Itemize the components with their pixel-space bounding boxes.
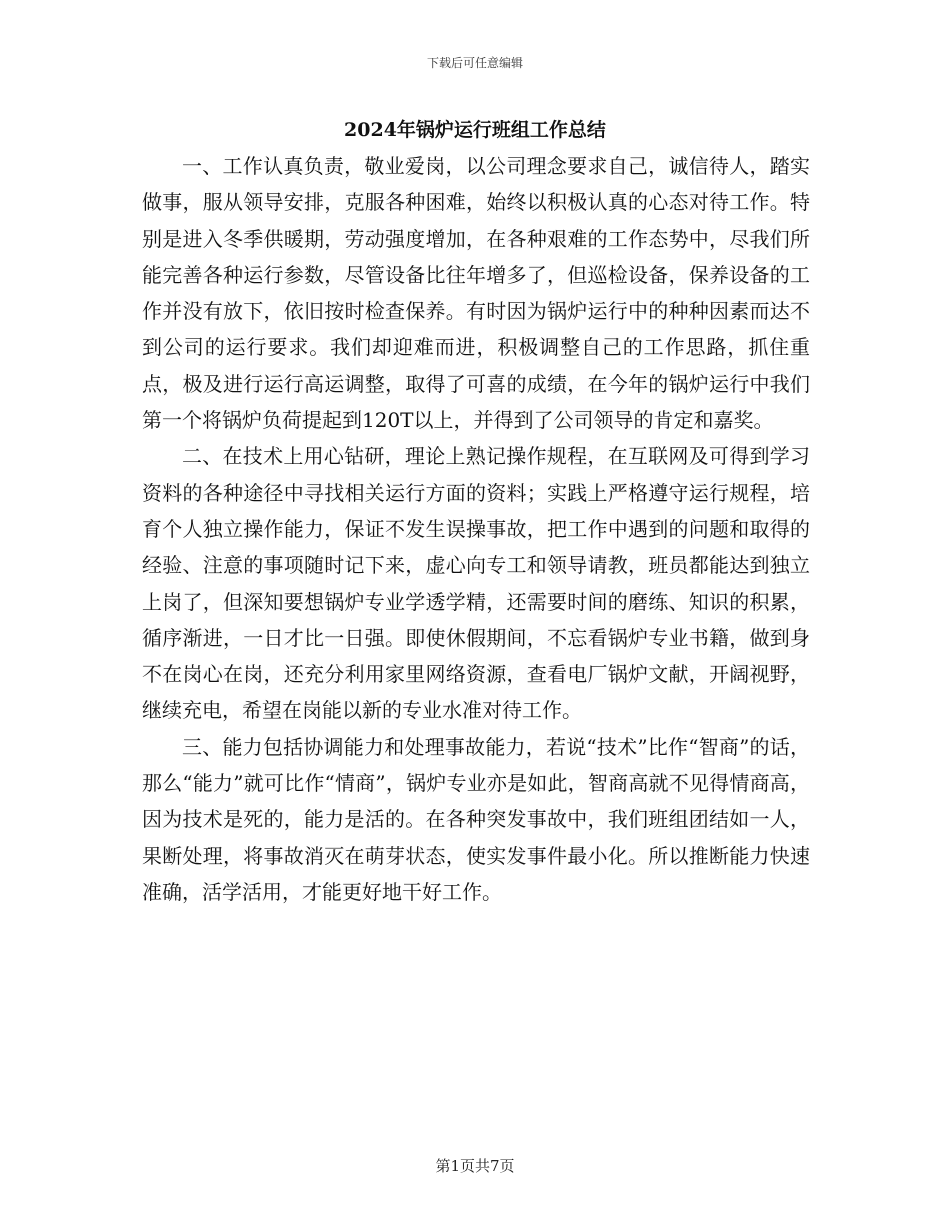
paragraph-2: 二、在技术上用心钻研，理论上熟记操作规程，在互联网及可得到学习资料的各种途径中寻找相关运行方面的资料；实践上严格遵守运行规程，培育个人独立操作能力，保证不发生误操事故，把工作中遇到的问题和取得的经验、注意的事项随时记下来，虚心向专工和领导请教，班员都能达到独立上岗了，但深知要想锅炉专业学透学精，还需要时间的磨练、知识的积累，循序渐进，一日才比一日强。即使休假期间，不忘看锅炉专业书籍，做到身不在岗心在岗，还充分利用家里网络资源，查看电厂锅炉文献，开阔视野，继续充电，希望在岗能以新的专业水准对待工作。: [142, 444, 810, 723]
document-title: 2024年锅炉运行班组工作总结: [344, 119, 606, 141]
document-body: [142, 148, 810, 910]
paragraph-1: 一、工作认真负责，敬业爱岗，以公司理念要求自己，诚信待人，踏实做事，服从领导安排，克服各种困难，始终以积极认真的心态对待工作。特别是进入冬季供暖期，劳动强度增加，在各种艰难的工作态势中，尽我们所能完善各种运行参数，尽管设备比往年增多了，但巡检设备，保养设备的工作并没有放下，依旧按时检查保养。有时因为锅炉运行中的种种因素而达不到公司的运行要求。我们却迎难而进，积极调整自己的工作思路，抓住重点，极及进行运行高运调整，取得了可喜的成绩，在今年的锅炉运行中我们第一个将锅炉负荷提起到120T以上，并得到了公司领导的肯定和嘉奖。: [142, 154, 810, 433]
page-header-note: 下载后可任意编辑: [426, 56, 523, 70]
page-footer-indicator: 第1页共7页: [435, 1157, 515, 1175]
paragraph-3: 三、能力包括协调能力和处理事故能力，若说“技术”比作“智商”的话，那么“能力”就可比作“情商”，锅炉专业亦是如此，智商高就不见得情商高，因为技术是死的，能力是活的。在各种突发事故中，我们班组团结如一人，果断处理，将事故消灭在萌芽状态，使实发事件最小化。所以推断能力快速准确，活学活用，才能更好地干好工作。: [142, 734, 810, 904]
